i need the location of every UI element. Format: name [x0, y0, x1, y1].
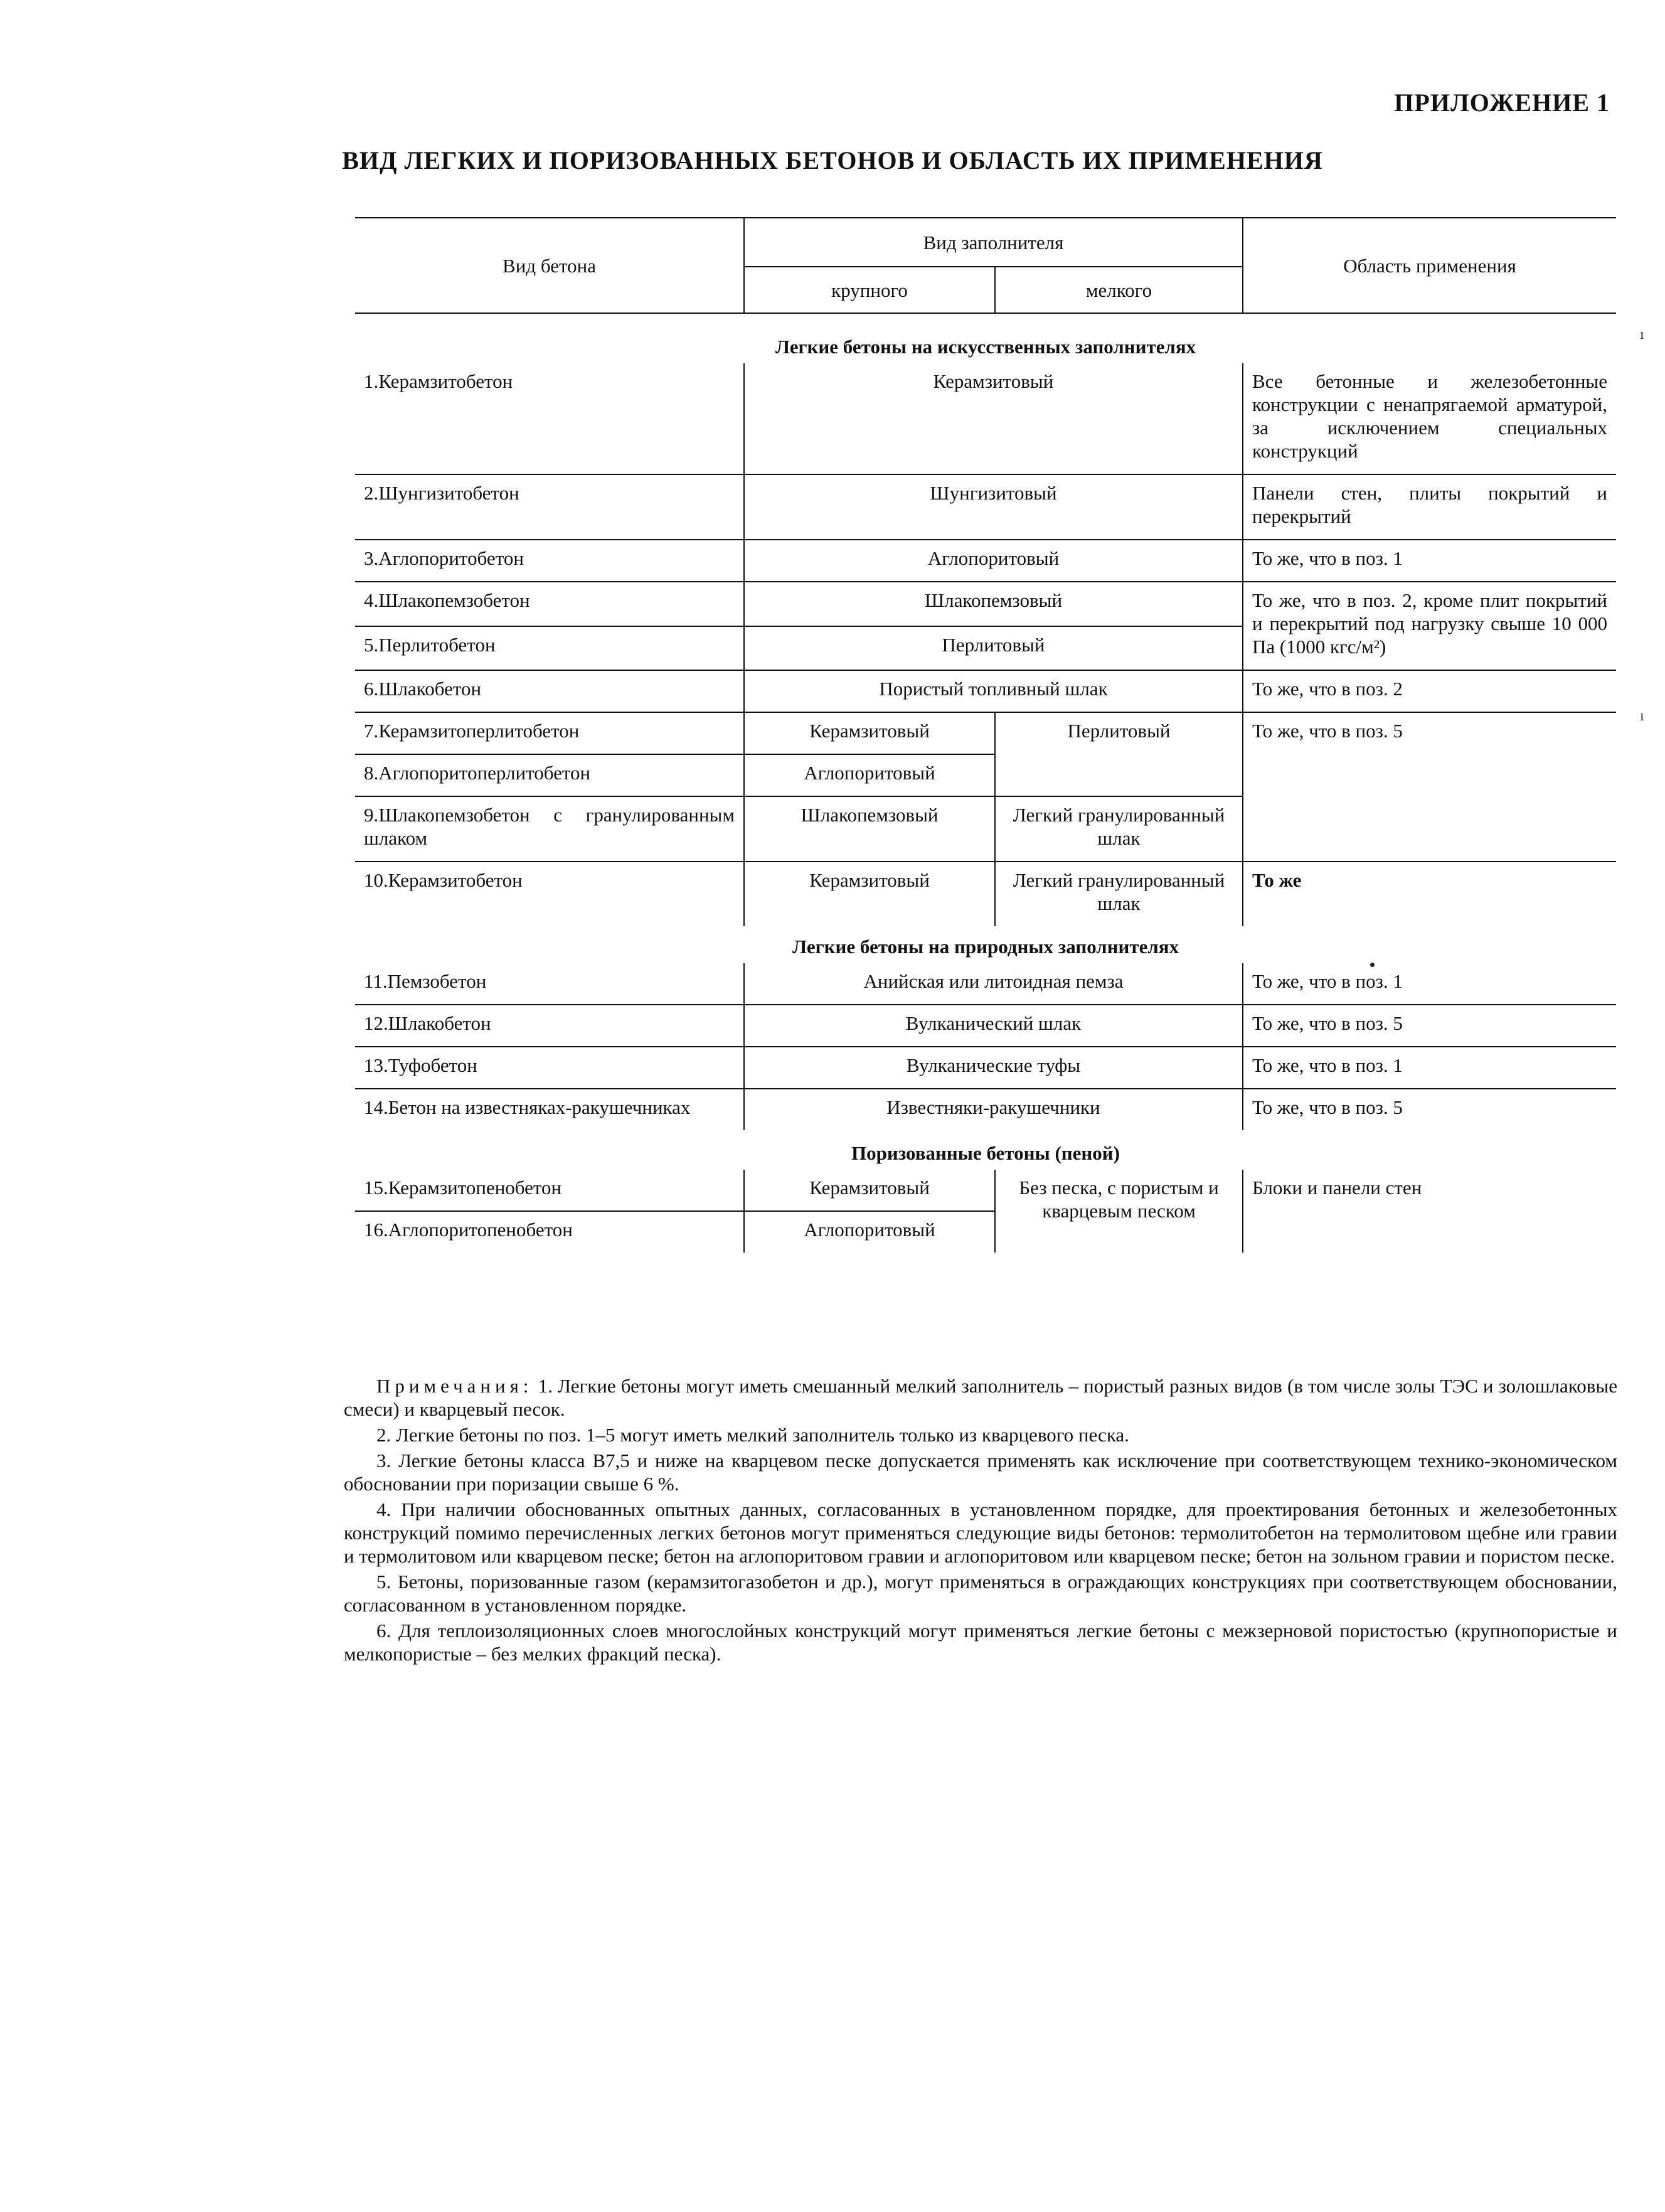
concrete-name: 12.Шлакобетон — [355, 1005, 744, 1047]
concrete-name: 9.Шлакопемзобетон с гранулированным шлаком — [355, 796, 744, 862]
concrete-name: 11.Пемзобетон — [355, 963, 744, 1005]
concrete-name: 13.Туфобетон — [355, 1047, 744, 1089]
concrete-name: 7.Керамзитоперлитобетон — [355, 712, 744, 754]
header-aggregate-type: Вид заполнителя — [744, 218, 1243, 267]
concrete-name: 16.Аглопоритопенобетон — [364, 1219, 573, 1241]
concrete-name: 4.Шлакопемзобетон — [355, 582, 744, 626]
application-value: То же, что в поз. 1 — [1243, 540, 1616, 582]
table-row — [355, 1089, 1616, 1130]
concrete-name: 5.Перлитобетон — [355, 626, 744, 671]
concrete-types-table — [355, 217, 1616, 1253]
coarse-aggregate: Керамзитовый — [744, 712, 995, 754]
section-heading: Легкие бетоны на искусственных заполнителях — [775, 336, 1196, 358]
application-value: То же, что в поз. 1 — [1243, 963, 1616, 1005]
table-row — [355, 1005, 1616, 1047]
aggregate-value: Аглопоритовый — [744, 540, 1243, 582]
fine-aggregate: Без песка, с пористым и кварцевым песком — [995, 1170, 1243, 1253]
concrete-name: 6.Шлакобетон — [355, 670, 744, 712]
note-text: 1. Легкие бетоны могут иметь смешанный мелкий заполнитель – пористый разных видов (в том числе золы ТЭС и золошлаковые смеси) и кварцевый песок. — [344, 1375, 1618, 1420]
section-heading: Легкие бетоны на природных заполнителях — [792, 936, 1179, 958]
header-application-area: Область применения — [1243, 218, 1616, 313]
aggregate-value: Керамзитовый — [744, 363, 1243, 474]
table-row — [355, 582, 1616, 626]
concrete-name: 2.Шунгизитобетон — [355, 474, 744, 540]
aggregate-value: Вулканический шлак — [744, 1005, 1243, 1047]
coarse-aggregate: Керамзитовый — [744, 1170, 995, 1211]
concrete-name: 10.Керамзитобетон — [364, 869, 523, 891]
application-value: То же, что в поз. 5 — [1243, 712, 1616, 862]
table-row — [355, 963, 1616, 1005]
table-row — [355, 670, 1616, 712]
coarse-aggregate: Аглопоритовый — [744, 1211, 995, 1253]
header-concrete-type: Вид бетона — [355, 218, 744, 313]
application-value: То же, что в поз. 2, кроме плит покрытий и перекрытий под нагрузку свыше 10 000 Па (1000 кгс/м²) — [1243, 582, 1616, 670]
section-heading: Поризованные бетоны (пеной) — [851, 1142, 1120, 1164]
table-row — [355, 363, 1616, 474]
aggregate-value: Шлакопемзовый — [744, 582, 1243, 626]
concrete-name: 15.Керамзитопенобетон — [355, 1170, 744, 1211]
table-row — [355, 1170, 1616, 1211]
application-value: Все бетонные и железобетонные конструкции с ненапрягаемой арматурой, за исключением специальных конструкций — [1243, 363, 1616, 474]
fine-aggregate: Перлитовый — [995, 712, 1243, 796]
notes-label: Примечания: — [376, 1375, 533, 1397]
note-item — [344, 1374, 1617, 1421]
note-item: 4. При наличии обоснованных опытных данных, согласованных в установленном порядке, для проектирования бетонных и железобетонных конструкций помимо перечисленных легких бетонов могут применяться следующие виды бетонов: термолитобетон на термолитовом щебне или гравии и термолитовом или кварцевом песке; бетон на аглопоритовом гравии и аглопоритовом или кварцевом песке; бетон на зольном гравии и пористом песке. — [344, 1499, 1617, 1567]
section-natural-aggregates — [355, 926, 1616, 963]
table-row — [355, 1047, 1616, 1089]
concrete-name: 8.Аглопоритоперлитобетон — [355, 754, 744, 796]
fine-aggregate: Легкий гранулированный шлак — [995, 796, 1243, 862]
concrete-name: 3.Аглопоритобетон — [355, 540, 744, 582]
scan-mark: ı — [1640, 708, 1644, 724]
note-item: 2. Легкие бетоны по поз. 1–5 могут иметь мелкий заполнитель только из кварцевого песка. — [376, 1424, 1129, 1446]
aggregate-value: Перлитовый — [744, 626, 1243, 671]
header-fine: мелкого — [995, 267, 1243, 313]
table-row — [355, 712, 1616, 754]
table-row — [355, 474, 1616, 540]
aggregate-value: Пористый топливный шлак — [744, 670, 1243, 712]
note-item: 5. Бетоны, поризованные газом (керамзитогазобетон и др.), могут применяться в ограждающих конструкциях при соответствующем обосновании, согласованном в установленном порядке. — [344, 1571, 1617, 1616]
application-value: То же, что в поз. 1 — [1243, 1047, 1616, 1089]
coarse-aggregate: Аглопоритовый — [744, 754, 995, 796]
scan-dot — [1370, 963, 1375, 967]
scan-mark: ı — [1640, 326, 1644, 343]
aggregate-value: Шунгизитовый — [744, 474, 1243, 540]
application-value: То же, что в поз. 5 — [1252, 1096, 1403, 1118]
table-row — [355, 862, 1616, 926]
coarse-aggregate: Керамзитовый — [744, 862, 995, 926]
section-foamed-concretes — [355, 1130, 1616, 1170]
section-artificial-aggregates — [355, 313, 1616, 363]
application-value: То же, что в поз. 5 — [1243, 1005, 1616, 1047]
concrete-name: 14.Бетон на известняках-ракушечниках — [364, 1096, 691, 1118]
note-item: 3. Легкие бетоны класса В7,5 и ниже на кварцевом песке допускается применять как исключение при соответствующем технико-экономическом обосновании при поризации свыше 6 %. — [344, 1450, 1617, 1495]
page-title: ВИД ЛЕГКИХ И ПОРИЗОВАННЫХ БЕТОНОВ И ОБЛАСТЬ ИХ ПРИМЕНЕНИЯ — [342, 146, 1323, 174]
concrete-name: 1.Керамзитобетон — [355, 363, 744, 474]
note-item: 6. Для теплоизоляционных слоев многослойных конструкций могут применяться легкие бетоны с межзерновой пористостью (крупнопористые и мелкопористые – без мелких фракций песка). — [344, 1620, 1617, 1665]
header-coarse: крупного — [744, 267, 995, 313]
application-value: То же, что в поз. 2 — [1243, 670, 1616, 712]
table-row — [355, 540, 1616, 582]
application-value: То же — [1252, 869, 1302, 891]
application-value: Блоки и панели стен — [1252, 1177, 1422, 1199]
appendix-label: ПРИЛОЖЕНИЕ 1 — [1394, 88, 1610, 117]
aggregate-value: Вулканические туфы — [744, 1047, 1243, 1089]
application-value: Панели стен, плиты покрытий и перекрытий — [1243, 474, 1616, 540]
notes-block — [344, 1374, 1617, 1668]
aggregate-value: Анийская или литоидная пемза — [744, 963, 1243, 1005]
coarse-aggregate: Шлакопемзовый — [744, 796, 995, 862]
aggregate-value: Известняки-ракушечники — [744, 1089, 1243, 1130]
fine-aggregate: Легкий гранулированный шлак — [995, 862, 1243, 926]
